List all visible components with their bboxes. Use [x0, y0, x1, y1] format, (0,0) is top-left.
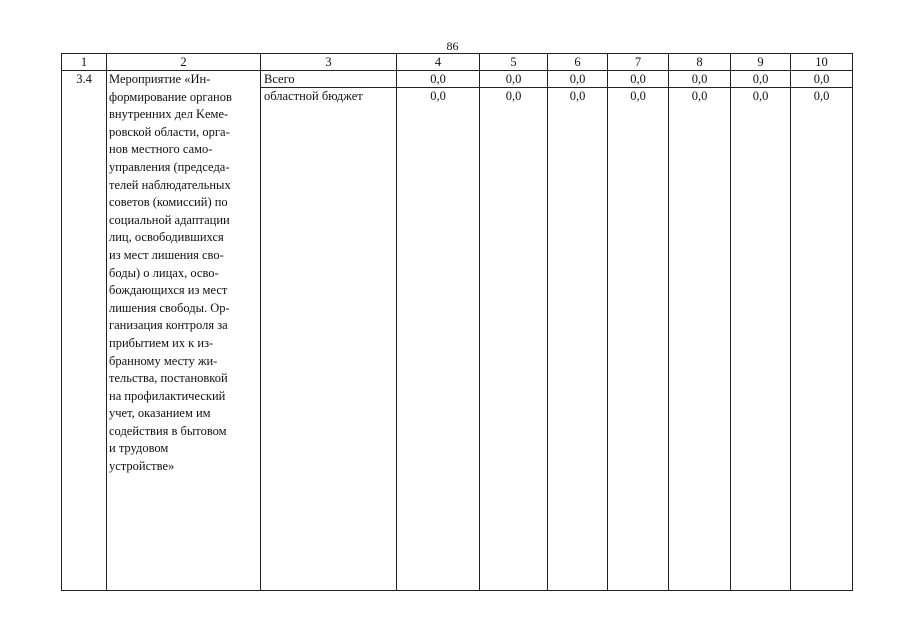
- table-cell: 0,0: [480, 88, 548, 591]
- table-cell: 0,0: [480, 71, 548, 88]
- activity-name-line: тельства, постановкой: [109, 371, 228, 386]
- table-cell: 0,0: [397, 71, 480, 88]
- activity-name-line: устройстве»: [109, 459, 175, 474]
- table-cell: 0,0: [669, 71, 731, 88]
- column-header: 7: [608, 54, 669, 71]
- activity-name-line: социальной адаптации: [109, 212, 230, 227]
- table-cell: 0,0: [608, 88, 669, 591]
- activity-name-line: бождающихся из мест: [109, 283, 228, 298]
- table-cell: 0,0: [397, 88, 480, 591]
- budget-table: [61, 53, 853, 591]
- column-header: 4: [397, 54, 480, 71]
- activity-name-line: из мест лишения сво-: [109, 247, 224, 262]
- activity-name-line: и трудовом: [109, 441, 169, 456]
- activity-name-line: формирование органов: [109, 89, 232, 104]
- activity-name-line: на профилактический: [109, 388, 226, 403]
- activity-name-line: боды) о лицах, осво-: [109, 265, 219, 280]
- table-cell: 0,0: [548, 88, 608, 591]
- column-header: 3: [261, 54, 397, 71]
- activity-name-line: управления (председа-: [109, 159, 230, 174]
- activity-name-line: ровской области, орга-: [109, 124, 230, 139]
- table-cell: 0,0: [731, 71, 791, 88]
- table-cell: 0,0: [731, 88, 791, 591]
- activity-name-line: учет, оказанием им: [109, 406, 211, 421]
- activity-name-line: ганизация контроля за: [109, 318, 228, 333]
- table-cell: 0,0: [548, 71, 608, 88]
- activity-name-line: внутренних дел Keмe-: [109, 107, 229, 122]
- column-header: 1: [62, 54, 107, 71]
- activity-name-line: лиц, освободившихся: [109, 230, 224, 245]
- table-cell: 0,0: [791, 71, 853, 88]
- activity-name-line: лишения свободы. Ор-: [109, 300, 230, 315]
- activity-name-line: содействия в бытовом: [109, 423, 227, 438]
- row-number: 3.4: [62, 71, 107, 591]
- activity-name-line: телей наблюдательных: [109, 177, 231, 192]
- column-header: 9: [731, 54, 791, 71]
- column-header: 6: [548, 54, 608, 71]
- table-cell: 0,0: [669, 88, 731, 591]
- column-header: 2: [107, 54, 261, 71]
- activity-name-line: прибытием их к из-: [109, 335, 214, 350]
- funding-source-label: областной бюджет: [261, 88, 397, 591]
- column-header: 8: [669, 54, 731, 71]
- column-number-row: [62, 54, 853, 71]
- funding-source-label: Всего: [261, 71, 397, 88]
- activity-name-line: нов местного само-: [109, 142, 213, 157]
- page-number: 86: [446, 39, 459, 53]
- table-row-total: [62, 71, 853, 88]
- column-header: 5: [480, 54, 548, 71]
- table-cell: 0,0: [791, 88, 853, 591]
- activity-name-line: бранному месту жи-: [109, 353, 218, 368]
- table-cell: 0,0: [608, 71, 669, 88]
- activity-name: [107, 71, 261, 591]
- activity-name-line: советов (комиссий) по: [109, 195, 228, 210]
- activity-name-line: Мероприятие «Ин-: [109, 72, 211, 86]
- column-header: 10: [791, 54, 853, 71]
